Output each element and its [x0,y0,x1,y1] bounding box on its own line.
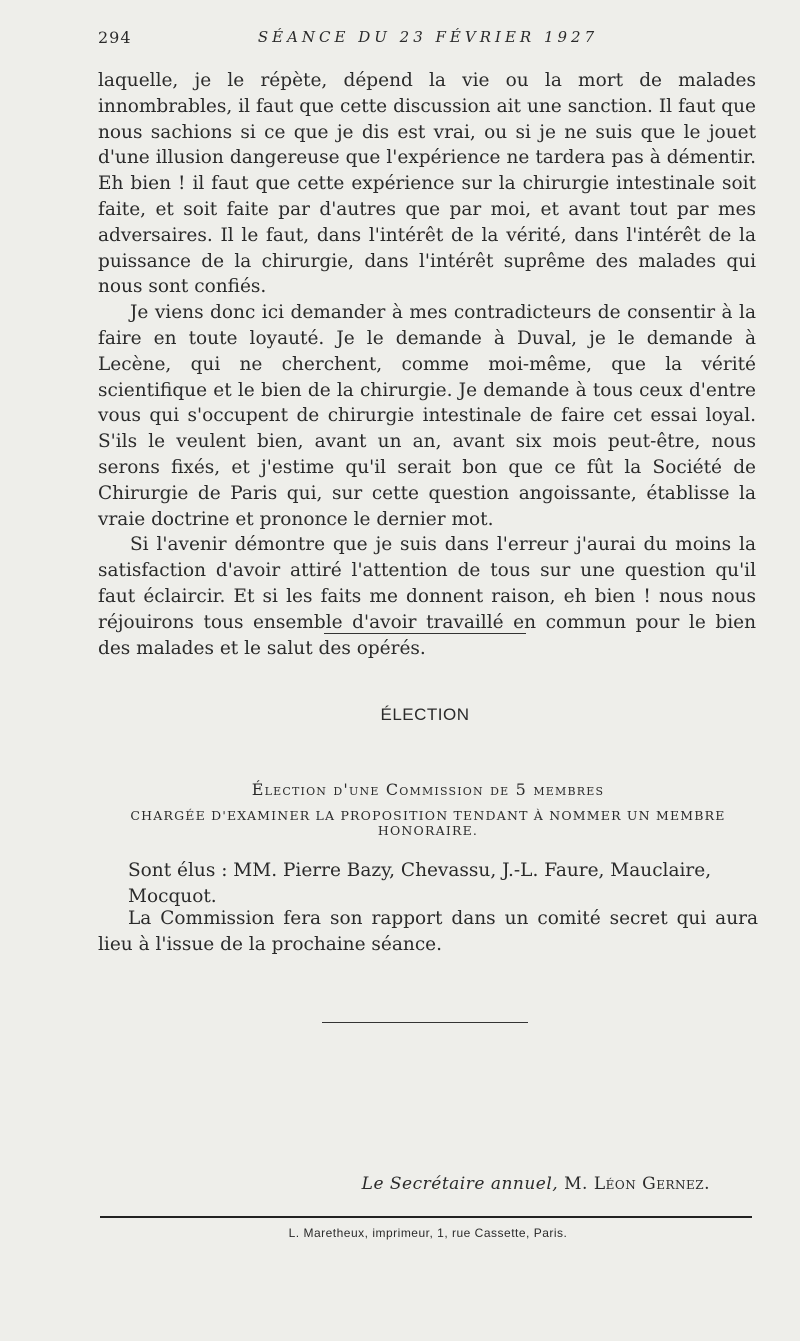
section-divider [324,633,526,634]
commission-subheading: CHARGÉE D'EXAMINER LA PROPOSITION TENDANT À NOMMER UN MEMBRE HONORAIRE. [130,808,726,838]
elected-members: Sont élus : MM. Pierre Bazy, Chevassu, J.-L. Faure, Mauclaire, Mocquot. [128,860,712,907]
page-header [98,28,758,52]
report-text: La Commission fera son rapport dans un comité secret qui aura lieu à l'issue de la prochaine séance. [98,908,758,955]
section-title: ÉLECTION [380,705,470,724]
paragraph: Je viens donc ici demander à mes contradicteurs de consentir à la faire en toute loyauté. Je le demande à Duval, je le demande à Lecène, qui ne cherchent, comme moi-même, que la vérité scientifique et le bien de la chirurgie. Je demande à tous ceux d'entre vous qui s'occupent de chirurgie intestinale de faire cet essai loyal. S'ils le veulent bien, avant un an, avant six mois peut-être, nous serons fixés, et j'estime qu'il serait bon que ce fût la Société de Chirurgie de Paris qui, sur cette question angoissante, établisse la vraie doctrine et prononce le dernier mot. [98,302,756,530]
paragraph: laquelle, je le répète, dépend la vie ou la mort de malades innombrables, il faut que cette discussion ait une sanction. Il faut que nous sachions si ce que je dis est vrai, ou si je ne suis que le jouet d'une illusion dangereuse que l'expérience ne tardera pas à démentir. Eh bien ! il faut que cette expérience sur la chirurgie intestinale soit faite, et soit faite par d'autres que par moi, et avant tout par mes adversaires. Il le faut, dans l'intérêt de la vérité, dans l'intérêt de la puissance de la chirurgie, dans l'intérêt suprême des malades qui nous sont confiés. [98,70,756,298]
footer-rule [100,1216,752,1218]
paragraph: Si l'avenir démontre que je suis dans l'erreur j'aurai du moins la satisfaction d'avoir attiré l'attention de tous sur une question qu'il faut éclaircir. Et si les faits me donnent raison, eh bien ! nous nous réjouirons tous ensemble d'avoir travaillé en commun pour le bien des malades et le salut des opérés. [98,534,756,659]
signature [0,1174,710,1194]
page-number: 294 [98,28,132,47]
commission-report-note [98,906,758,958]
signature-name: M. Léon Gernez. [564,1174,710,1194]
body-text [98,68,756,661]
commission-heading: Élection d'une Commission de 5 membres [251,780,605,799]
section-divider [322,1022,528,1023]
printer-imprint: L. Maretheux, imprimeur, 1, rue Cassette, Paris. [288,1226,568,1240]
running-head: SÉANCE DU 23 FÉVRIER 1927 [257,28,599,46]
signature-role: Le Secrétaire annuel, [361,1174,559,1194]
